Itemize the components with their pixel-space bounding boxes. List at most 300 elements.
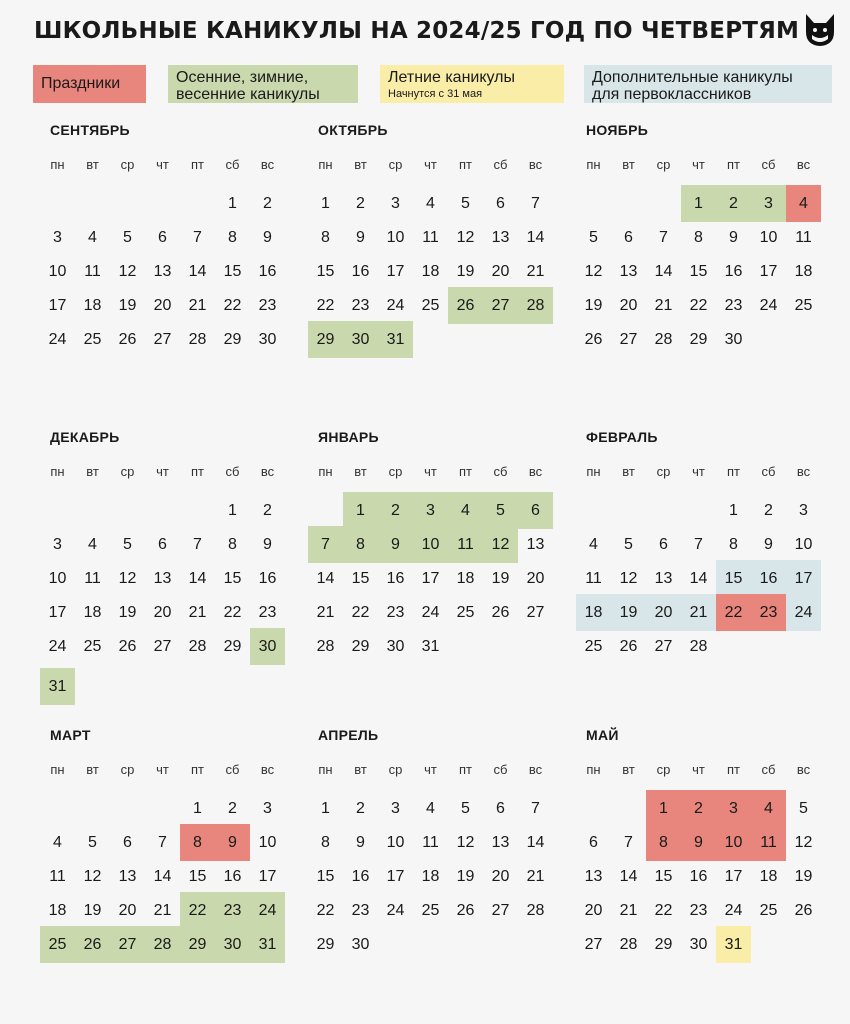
day-cell: 2 [681,790,716,827]
day-cell: 28 [526,902,545,920]
weekday-label: сб [225,762,240,777]
day-cell: 14 [526,228,545,246]
day-cell: 22 [223,297,242,315]
day-cell: 1 [193,799,202,817]
day-cell: 17 [48,604,67,622]
day-cell: 14 [619,867,638,885]
day-cell: 14 [654,262,673,280]
day-cell: 29 [223,638,242,656]
day-cell: 23 [724,297,743,315]
day-cell: 28 [689,638,708,656]
day-cell: 15 [223,262,242,280]
day-cell: 2 [356,799,365,817]
day-cell: 16 [724,262,743,280]
day-cell: 8 [228,535,237,553]
day-cell: 12 [83,867,102,885]
day-cell: 24 [250,892,285,929]
day-cell: 27 [584,936,603,954]
month-name: АПРЕЛЬ [318,727,379,743]
weekday-label: сб [761,762,776,777]
day-cell: 29 [351,638,370,656]
day-cell: 24 [724,902,743,920]
day-cell: 23 [351,297,370,315]
day-cell: 23 [258,604,277,622]
day-cell: 2 [228,799,237,817]
day-cell: 16 [351,867,370,885]
weekday-label: чт [156,464,169,479]
day-cell: 20 [153,297,172,315]
day-cell: 4 [448,492,483,529]
day-cell: 1 [729,501,738,519]
day-cell: 19 [83,902,102,920]
day-cell: 20 [153,604,172,622]
page-title: ШКОЛЬНЫЕ КАНИКУЛЫ НА 2024/25 ГОД ПО ЧЕТВЕРТЯМ [34,18,800,44]
day-cell: 10 [258,833,277,851]
month-name: НОЯБРЬ [586,122,649,138]
day-cell: 12 [118,569,137,587]
day-cell: 26 [456,902,475,920]
day-cell: 30 [343,321,378,358]
day-cell: 10 [386,833,405,851]
weekday-label: пт [459,464,472,479]
day-cell: 22 [689,297,708,315]
day-cell: 8 [321,228,330,246]
day-cell: 20 [491,262,510,280]
day-cell: 27 [483,287,518,324]
weekday-label: ср [388,464,403,479]
day-cell: 8 [729,535,738,553]
weekday-label: ср [656,464,671,479]
day-cell: 10 [386,228,405,246]
day-cell: 26 [794,902,813,920]
day-cell: 27 [153,638,172,656]
day-cell: 16 [751,560,786,597]
day-cell: 8 [646,824,681,861]
day-cell: 11 [448,526,483,563]
weekday-label: ср [120,157,135,172]
day-cell: 8 [321,833,330,851]
day-cell: 28 [518,287,553,324]
legend-holidays [33,65,146,103]
day-cell: 17 [759,262,778,280]
day-cell: 14 [526,833,545,851]
weekday-label: чт [156,157,169,172]
weekday-label: вт [86,464,99,479]
weekday-label: сб [225,464,240,479]
day-cell: 6 [123,833,132,851]
day-cell: 12 [794,833,813,851]
day-cell: 3 [391,799,400,817]
day-cell: 21 [188,604,207,622]
weekday-label: пн [318,157,333,172]
day-cell: 30 [250,628,285,665]
day-cell: 24 [386,902,405,920]
weekday-label: сб [761,464,776,479]
day-cell: 17 [258,867,277,885]
weekday-label: пн [586,464,601,479]
day-cell: 4 [53,833,62,851]
day-cell: 17 [786,560,821,597]
day-cell: 7 [694,535,703,553]
day-cell: 12 [483,526,518,563]
day-cell: 28 [145,926,180,963]
day-cell: 12 [118,262,137,280]
month-name: МАРТ [50,727,91,743]
day-cell: 28 [654,331,673,349]
day-cell: 22 [180,892,215,929]
day-cell: 30 [351,936,370,954]
day-cell: 6 [518,492,553,529]
day-cell: 2 [263,501,272,519]
day-cell: 5 [461,194,470,212]
day-cell: 19 [456,262,475,280]
day-cell: 5 [88,833,97,851]
day-cell: 6 [589,833,598,851]
day-cell: 9 [764,535,773,553]
month-name: МАЙ [586,727,619,743]
day-cell: 20 [584,902,603,920]
weekday-label: ср [388,157,403,172]
day-cell: 16 [258,262,277,280]
weekday-label: пт [727,464,740,479]
day-cell: 29 [223,331,242,349]
day-cell: 12 [584,262,603,280]
day-cell: 16 [223,867,242,885]
day-cell: 15 [716,560,751,597]
day-cell: 21 [153,902,172,920]
day-cell: 18 [83,297,102,315]
day-cell: 4 [426,799,435,817]
day-cell: 2 [263,194,272,212]
day-cell: 22 [351,604,370,622]
day-cell: 6 [659,535,668,553]
day-cell: 9 [263,535,272,553]
day-cell: 3 [413,492,448,529]
day-cell: 14 [316,569,335,587]
day-cell: 21 [619,902,638,920]
day-cell: 14 [689,569,708,587]
day-cell: 30 [724,331,743,349]
day-cell: 5 [461,799,470,817]
day-cell: 9 [215,824,250,861]
day-cell: 26 [448,287,483,324]
day-cell: 6 [158,535,167,553]
day-cell: 31 [250,926,285,963]
weekday-label: чт [424,157,437,172]
weekday-label: вс [528,762,543,777]
day-cell: 19 [491,569,510,587]
weekday-label: вт [622,157,635,172]
month-name: ЯНВАРЬ [318,429,379,445]
weekday-label: сб [225,157,240,172]
day-cell: 7 [659,228,668,246]
day-cell: 24 [48,638,67,656]
weekday-label: вс [260,464,275,479]
day-cell: 6 [158,228,167,246]
day-cell: 8 [343,526,378,563]
weekday-label: чт [692,464,705,479]
weekday-label: вс [260,157,275,172]
day-cell: 10 [794,535,813,553]
day-cell: 16 [689,867,708,885]
day-cell: 26 [619,638,638,656]
day-cell: 13 [619,262,638,280]
weekday-label: вс [796,157,811,172]
day-cell: 22 [716,594,751,631]
weekday-label: пн [318,464,333,479]
day-cell: 6 [496,799,505,817]
day-cell: 23 [751,594,786,631]
day-cell: 25 [40,926,75,963]
weekday-label: пт [191,464,204,479]
day-cell: 30 [258,331,277,349]
day-cell: 18 [759,867,778,885]
day-cell: 29 [316,936,335,954]
day-cell: 18 [421,867,440,885]
day-cell: 22 [654,902,673,920]
day-cell: 3 [799,501,808,519]
day-cell: 1 [321,799,330,817]
day-cell: 14 [153,867,172,885]
day-cell: 24 [386,297,405,315]
day-cell: 18 [48,902,67,920]
day-cell: 1 [646,790,681,827]
day-cell: 16 [351,262,370,280]
legend-seasonal-line2: весенние каникулы [176,86,320,103]
day-cell: 12 [456,833,475,851]
day-cell: 2 [378,492,413,529]
day-cell: 29 [689,331,708,349]
day-cell: 19 [456,867,475,885]
day-cell: 27 [491,902,510,920]
day-cell: 24 [48,331,67,349]
day-cell: 29 [180,926,215,963]
day-cell: 4 [786,185,821,222]
weekday-label: вс [796,464,811,479]
day-cell: 15 [654,867,673,885]
day-cell: 10 [413,526,448,563]
day-cell: 5 [799,799,808,817]
day-cell: 17 [386,262,405,280]
day-cell: 28 [316,638,335,656]
day-cell: 4 [426,194,435,212]
day-cell: 16 [386,569,405,587]
day-cell: 21 [188,297,207,315]
day-cell: 15 [316,867,335,885]
day-cell: 19 [611,594,646,631]
day-cell: 3 [263,799,272,817]
day-cell: 8 [228,228,237,246]
day-cell: 3 [716,790,751,827]
day-cell: 15 [689,262,708,280]
day-cell: 10 [716,824,751,861]
day-cell: 27 [526,604,545,622]
legend-holidays-label: Праздники [41,75,121,92]
legend-extra-line2: для первоклассников [592,86,752,103]
day-cell: 9 [263,228,272,246]
weekday-label: сб [493,157,508,172]
day-cell: 29 [654,936,673,954]
day-cell: 24 [759,297,778,315]
day-cell: 18 [794,262,813,280]
day-cell: 23 [351,902,370,920]
day-cell: 11 [422,833,439,851]
day-cell: 25 [759,902,778,920]
day-cell: 11 [49,867,66,885]
day-cell: 27 [153,331,172,349]
day-cell: 7 [193,535,202,553]
day-cell: 22 [316,297,335,315]
day-cell: 7 [308,526,343,563]
day-cell: 13 [584,867,603,885]
legend-summer-holidays [380,65,564,103]
day-cell: 13 [153,569,172,587]
weekday-label: вт [354,762,367,777]
day-cell: 11 [751,824,786,861]
day-cell: 1 [228,501,237,519]
day-cell: 25 [421,902,440,920]
day-cell: 19 [584,297,603,315]
day-cell: 9 [356,228,365,246]
day-cell: 13 [654,569,673,587]
weekday-label: пн [586,762,601,777]
day-cell: 5 [123,228,132,246]
day-cell: 15 [351,569,370,587]
weekday-label: пт [191,762,204,777]
weekday-label: вс [796,762,811,777]
day-cell: 12 [619,569,638,587]
day-cell: 17 [724,867,743,885]
day-cell: 22 [316,902,335,920]
day-cell: 18 [456,569,475,587]
day-cell: 1 [228,194,237,212]
day-cell: 28 [188,638,207,656]
weekday-label: пт [459,157,472,172]
day-cell: 31 [40,668,75,705]
day-cell: 8 [180,824,215,861]
day-cell: 30 [386,638,405,656]
legend-summer-label: Летние каникулы [388,69,515,86]
weekday-label: вт [622,464,635,479]
day-cell: 17 [48,297,67,315]
weekday-label: сб [493,464,508,479]
weekday-label: вт [86,157,99,172]
day-cell: 21 [316,604,335,622]
weekday-label: ср [120,464,135,479]
day-cell: 5 [483,492,518,529]
day-cell: 13 [526,535,545,553]
weekday-label: вс [260,762,275,777]
day-cell: 13 [491,833,510,851]
weekday-label: ср [656,762,671,777]
day-cell: 7 [531,194,540,212]
day-cell: 3 [53,535,62,553]
weekday-label: чт [156,762,169,777]
weekday-label: пн [50,157,65,172]
day-cell: 25 [584,638,603,656]
day-cell: 18 [576,594,611,631]
weekday-label: сб [761,157,776,172]
day-cell: 20 [491,867,510,885]
day-cell: 6 [496,194,505,212]
day-cell: 11 [84,569,101,587]
day-cell: 9 [729,228,738,246]
day-cell: 27 [654,638,673,656]
day-cell: 11 [422,228,439,246]
day-cell: 21 [654,297,673,315]
day-cell: 1 [343,492,378,529]
month-name: ДЕКАБРЬ [50,429,120,445]
legend-summer-note: Начнутся с 31 мая [388,88,483,100]
day-cell: 15 [223,569,242,587]
day-cell: 31 [716,926,751,963]
day-cell: 7 [624,833,633,851]
day-cell: 9 [681,824,716,861]
weekday-label: чт [424,762,437,777]
weekday-label: пт [191,157,204,172]
weekday-label: чт [424,464,437,479]
day-cell: 27 [110,926,145,963]
day-cell: 4 [751,790,786,827]
day-cell: 25 [456,604,475,622]
day-cell: 1 [681,185,716,222]
day-cell: 6 [624,228,633,246]
day-cell: 22 [223,604,242,622]
day-cell: 30 [215,926,250,963]
day-cell: 21 [526,867,545,885]
day-cell: 20 [118,902,137,920]
day-cell: 19 [794,867,813,885]
day-cell: 5 [589,228,598,246]
day-cell: 18 [421,262,440,280]
weekday-label: вт [354,157,367,172]
day-cell: 16 [258,569,277,587]
day-cell: 31 [378,321,413,358]
legend-seasonal-line1: Осенние, зимние, [176,69,309,86]
day-cell: 23 [386,604,405,622]
fox-head-icon [803,12,837,48]
legend-extra-line1: Дополнительные каникулы [592,69,793,86]
day-cell: 14 [188,262,207,280]
day-cell: 17 [386,867,405,885]
day-cell: 25 [421,297,440,315]
weekday-label: пт [727,762,740,777]
day-cell: 15 [316,262,335,280]
day-cell: 30 [689,936,708,954]
weekday-label: пн [50,464,65,479]
day-cell: 27 [619,331,638,349]
day-cell: 23 [215,892,250,929]
weekday-label: вт [354,464,367,479]
day-cell: 23 [258,297,277,315]
day-cell: 26 [584,331,603,349]
day-cell: 7 [158,833,167,851]
day-cell: 1 [321,194,330,212]
day-cell: 24 [786,594,821,631]
weekday-label: вс [528,157,543,172]
day-cell: 9 [356,833,365,851]
day-cell: 28 [619,936,638,954]
weekday-label: чт [692,762,705,777]
weekday-label: ср [120,762,135,777]
legend-extra-holidays [584,65,832,103]
day-cell: 20 [646,594,681,631]
day-cell: 26 [75,926,110,963]
weekday-label: вс [528,464,543,479]
legend-seasonal-holidays [168,65,358,103]
day-cell: 23 [689,902,708,920]
day-cell: 4 [88,228,97,246]
